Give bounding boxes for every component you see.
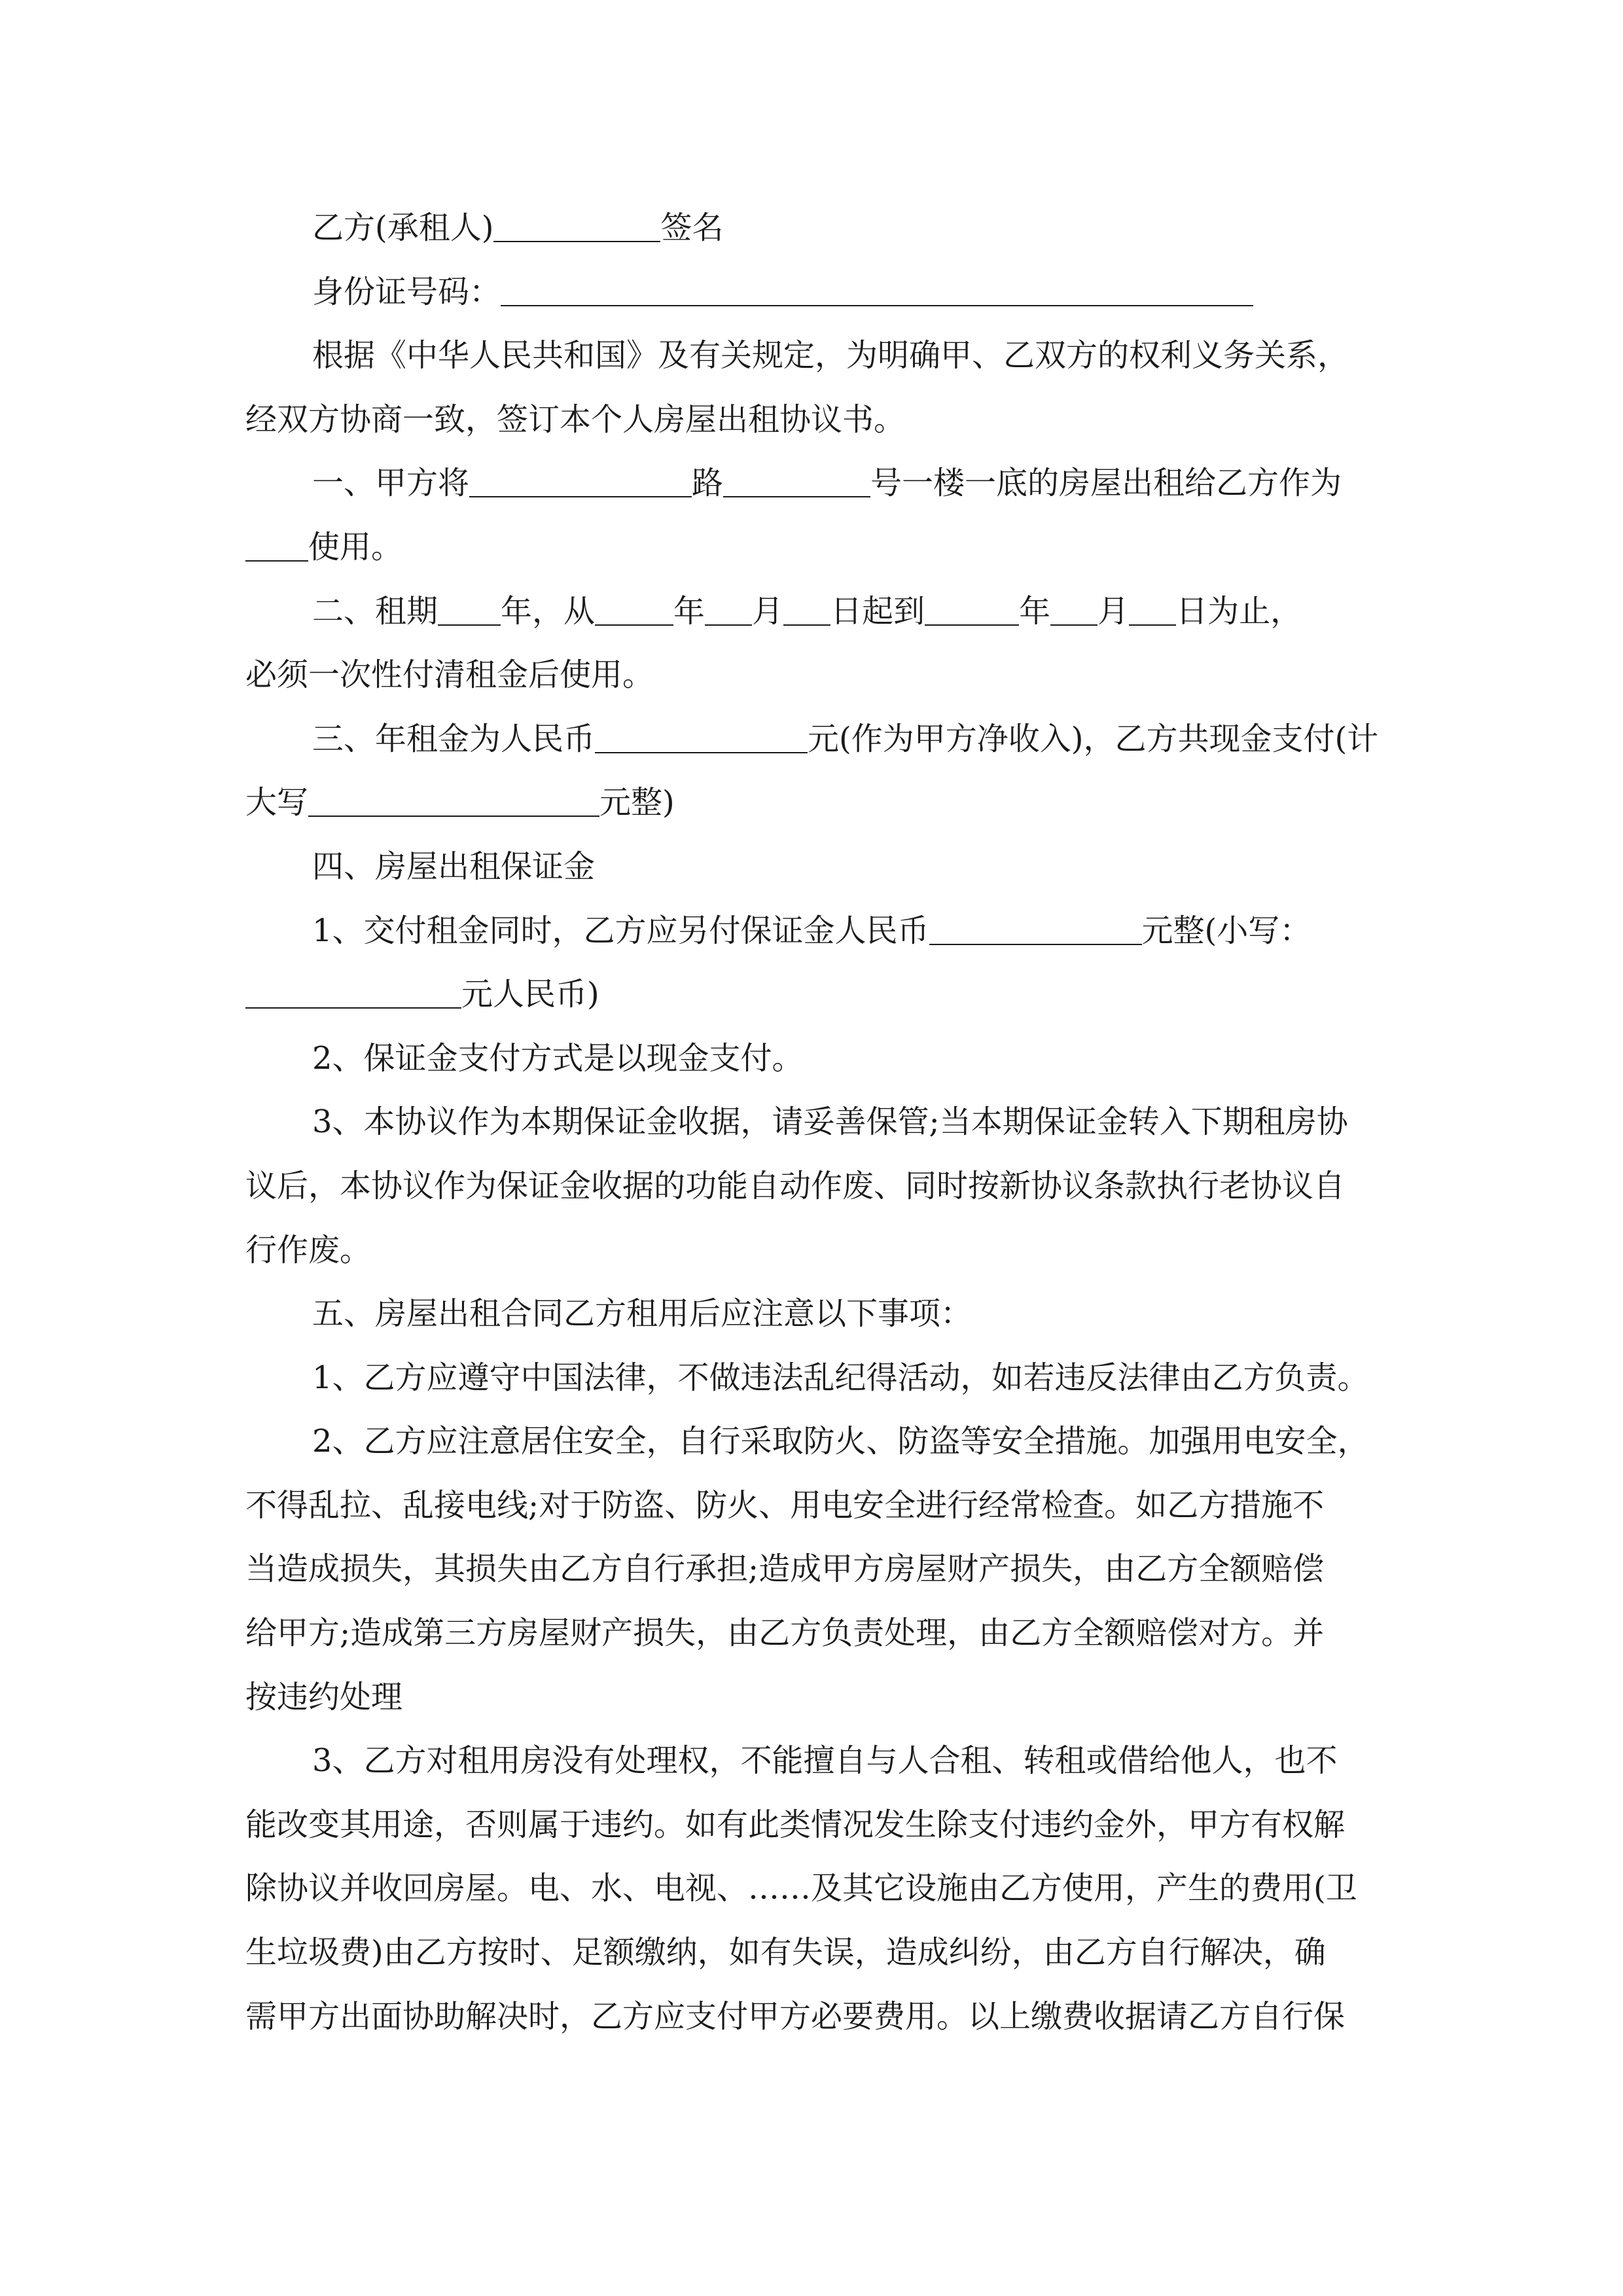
preamble-line-1: 根据《中华人民共和国》及有关规定，为明确甲、乙双方的权利义务关系，	[312, 337, 1349, 374]
deposit-lowercase-label: 元整(小写：	[1141, 912, 1311, 949]
tenant-label: 乙方(承租人)	[312, 209, 494, 246]
clause-1-line-2	[245, 516, 1381, 580]
tenant-name-blank	[493, 209, 660, 242]
clause-5-2-line-2: 不得乱拉、乱接电线;对于防盗、防火、用电安全进行经常检查。如乙方措施不	[245, 1486, 1325, 1524]
annual-rent-blank	[595, 721, 808, 753]
clause-5-3-line-3: 除协议并收回房屋。电、水、电视、……及其它设施由乙方使用，产生的费用(卫	[245, 1870, 1357, 1907]
clause-2-line-1	[245, 580, 1381, 644]
end-year-blank	[925, 593, 1019, 626]
clause-1-line-1	[245, 452, 1381, 516]
end-year-label: 年	[1019, 592, 1051, 630]
clause-4-3-line-3: 行作废。	[245, 1231, 372, 1268]
yuan-label: 元整)	[599, 784, 675, 821]
annual-rent-label: 三、年租金为人民币	[312, 720, 596, 757]
clause-5-3-line-4: 生垃圾费)由乙方按时、足额缴纳，如有失误，造成纠纷，由乙方自行解决，确	[245, 1934, 1326, 1971]
rmb-label: 元人民币)	[461, 976, 599, 1013]
clause-2-line-2: 必须一次性付清租金后使用。	[245, 656, 654, 694]
tenant-signature-line	[245, 196, 1381, 260]
road-label: 路	[692, 465, 724, 502]
clause-1-text: 一、甲方将	[312, 465, 470, 502]
clause-4-2: 2、保证金支付方式是以现金支付。	[312, 1039, 804, 1077]
clause-5-2-line-1: 2、乙方应注意居住安全，自行采取防火、防盗等安全措施。加强用电安全，	[312, 1423, 1369, 1460]
start-month-label: 月	[752, 592, 784, 630]
start-year-label: 年	[673, 592, 705, 630]
road-blank	[469, 465, 692, 497]
number-blank	[723, 465, 870, 497]
clause-5-2-line-5: 按违约处理	[245, 1678, 403, 1715]
id-number-blank	[501, 274, 1253, 306]
clause-4-3-line-2: 议后，本协议作为保证金收据的功能自动作废、同时按新协议条款执行老协议自	[245, 1167, 1346, 1204]
from-label: 年，从	[501, 592, 596, 630]
clause-5-3-line-1: 3、乙方对租用房没有处理权，不能擅自与人合租、转租或借给他人，也不	[312, 1742, 1338, 1780]
id-number-label: 身份证号码：	[312, 273, 501, 310]
deposit-text: 1、交付租金同时，乙方应另付保证金人民币	[312, 912, 929, 949]
end-day-blank	[1129, 593, 1176, 626]
term-years-blank	[438, 593, 501, 626]
until-label: 日起到	[830, 592, 925, 630]
clause-5-heading: 五、房屋出租合同乙方租用后应注意以下事项：	[312, 1295, 972, 1333]
uppercase-label: 大写	[245, 784, 309, 821]
end-month-label: 月	[1097, 592, 1130, 630]
signature-label: 签名	[660, 209, 724, 246]
usage-blank	[245, 529, 308, 562]
clause-4-1-line-2	[245, 963, 1381, 1027]
annual-rent-text: 元(作为甲方净收入)，乙方共现金支付(计	[808, 720, 1379, 757]
start-day-blank	[783, 593, 830, 626]
id-number-line	[245, 260, 1381, 325]
end-month-blank	[1050, 593, 1097, 626]
contract-body	[245, 196, 1381, 2049]
usage-label: 使用。	[308, 528, 403, 565]
deposit-lowercase-blank	[245, 976, 461, 1009]
preamble-line-2: 经双方协商一致，签订本个人房屋出租协议书。	[245, 401, 906, 438]
clause-5-1: 1、乙方应遵守中国法律，不做违法乱纪得活动，如若违反法律由乙方负责。	[312, 1359, 1369, 1396]
clause-5-3-line-2: 能改变其用途，否则属于违约。如有此类情况发生除支付违约金外，甲方有权解	[245, 1806, 1346, 1843]
start-month-blank	[705, 593, 752, 626]
clause-5-3-line-5: 需甲方出面协助解决时，乙方应支付甲方必要费用。以上缴费收据请乙方自行保	[245, 1998, 1346, 2035]
clause-3-line-2	[245, 771, 1381, 835]
clause-5-2-line-4: 给甲方;造成第三方房屋财产损失，由乙方负责处理，由乙方全额赔偿对方。并	[245, 1615, 1325, 1652]
clause-5-2-line-3: 当造成损失，其损失由乙方自行承担;造成甲方房屋财产损失，由乙方全额赔偿	[245, 1551, 1325, 1588]
clause-4-3-line-1: 3、本协议作为本期保证金收据，请妥善保管;当本期保证金转入下期租房协	[312, 1103, 1348, 1141]
deposit-blank	[929, 912, 1142, 945]
start-year-blank	[595, 593, 673, 626]
uppercase-amount-blank	[308, 784, 599, 817]
end-day-label: 日为止，	[1176, 592, 1302, 630]
clause-1-text-2: 号一楼一底的房屋出租给乙方作为	[870, 465, 1342, 502]
clause-3-line-1	[245, 708, 1381, 772]
clause-4-1-line-1	[245, 899, 1381, 963]
clause-4-heading: 四、房屋出租保证金	[312, 848, 596, 885]
lease-term-label: 二、租期	[312, 592, 438, 630]
